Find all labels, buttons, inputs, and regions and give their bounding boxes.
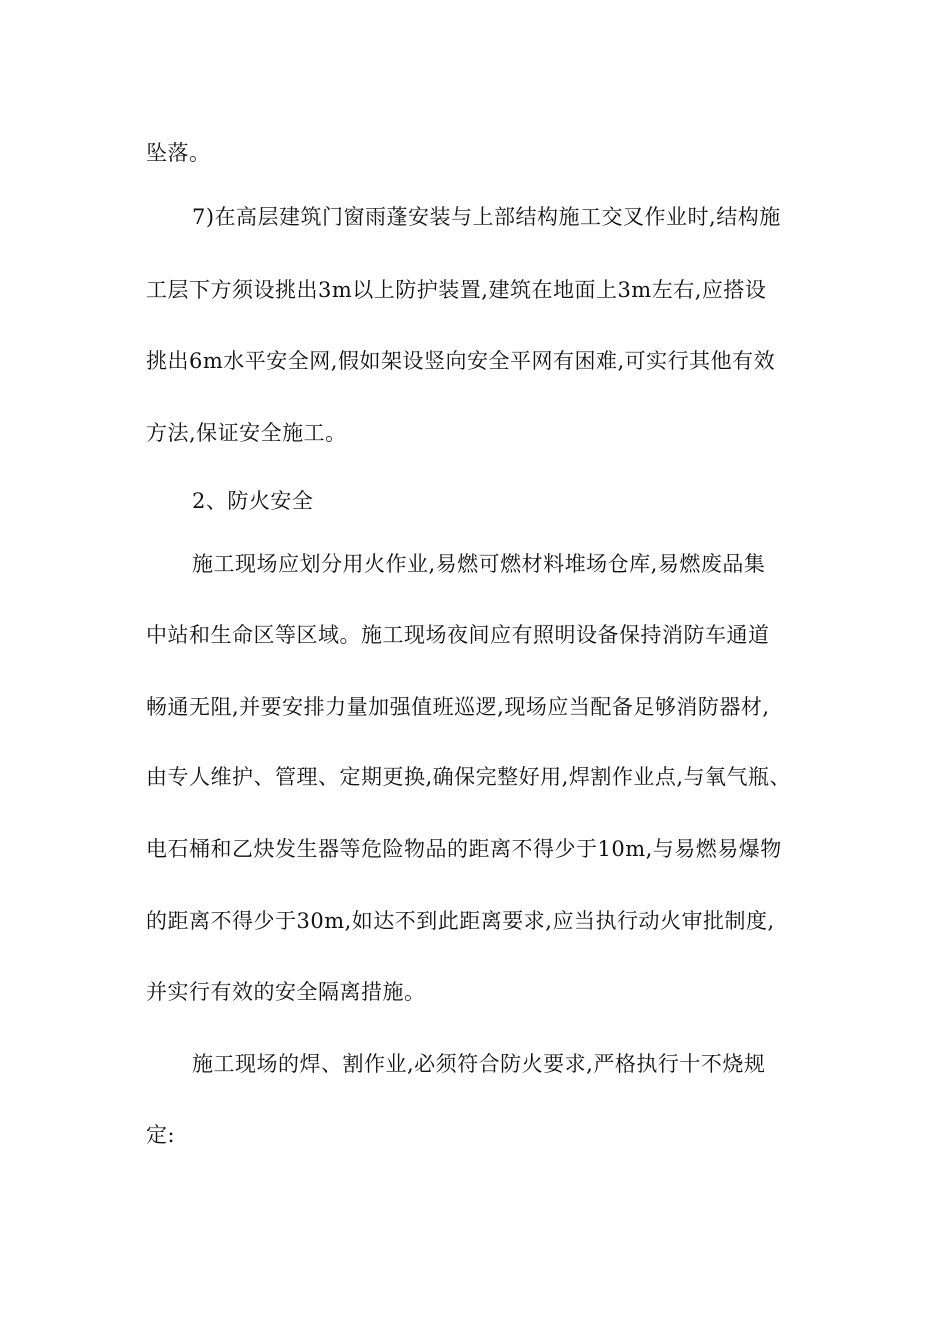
text-line: 定: [146,1123,176,1147]
text-line: 中站和生命区等区域。施工现场夜间应有照明设备保持消防车通道 [146,623,770,647]
paragraph-start-line: 施工现场的焊、割作业,必须符合防火要求,严格执行十不烧规 [192,1052,766,1076]
text-line: 挑出6m水平安全网,假如架设竖向安全平网有困难,可实行其他有效 [146,349,776,373]
text-line: 工层下方须设挑出3m以上防护装置,建筑在地面上3m左右,应搭设 [146,278,767,302]
section-heading: 2、防火安全 [192,489,314,513]
text-line: 畅通无阻,并要安排力量加强值班巡逻,现场应当配备足够消防器材, [146,695,770,719]
text-line: 方法,保证安全施工。 [146,421,347,445]
text-line: 的距离不得少于30m,如达不到此距离要求,应当执行动火审批制度, [146,909,775,933]
text-line: 坠落。 [146,141,211,165]
paragraph-start-line: 施工现场应划分用火作业,易燃可燃材料堆场仓库,易燃废品集 [192,552,766,576]
text-line: 由专人维护、管理、定期更换,确保完整好用,焊割作业点,与氧气瓶、 [146,765,792,789]
list-item-7-line: 7)在高层建筑门窗雨蓬安装与上部结构施工交叉作业时,结构施 [192,205,781,229]
text-line: 电石桶和乙炔发生器等危险物品的距离不得少于10m,与易燃易爆物 [146,837,782,861]
text-line: 并实行有效的安全隔离措施。 [146,980,426,1004]
